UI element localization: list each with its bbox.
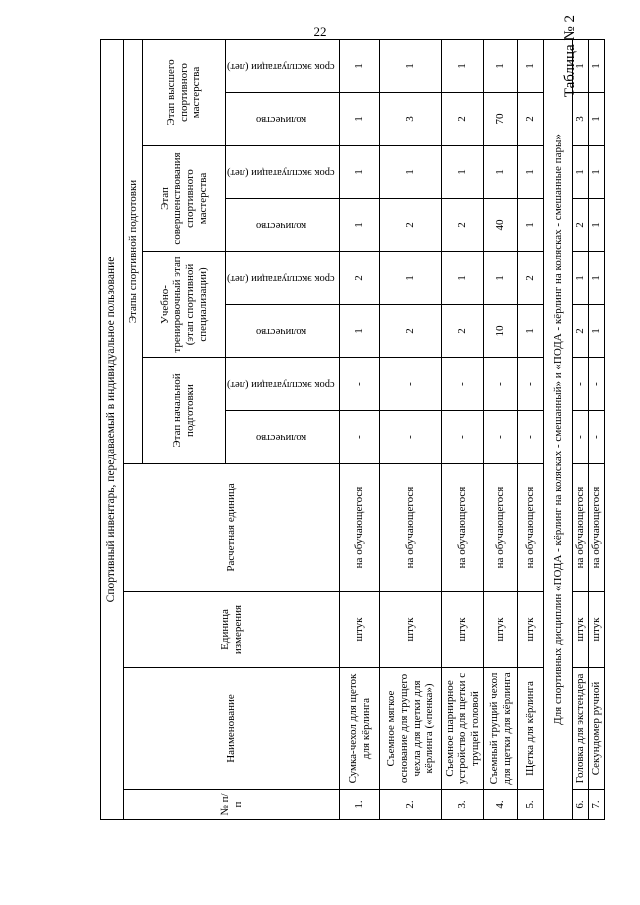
cell: 1 xyxy=(589,93,605,146)
header-term xyxy=(226,146,340,199)
cell: - xyxy=(589,358,605,411)
row-name: Сумка-чехол для щеток для кёрлинга xyxy=(340,668,380,790)
row-calc-unit: на обучающегося xyxy=(442,464,484,592)
table-row xyxy=(340,39,380,819)
cell: 1 xyxy=(589,305,605,358)
cell: 2 xyxy=(518,93,544,146)
cell: 70 xyxy=(484,93,518,146)
cell: 3 xyxy=(573,93,589,146)
table-title: Спортивный инвентарь, передаваемый в индивидуальное пользование xyxy=(101,39,124,819)
sports-inventory-table xyxy=(100,39,605,820)
cell: - xyxy=(442,411,484,464)
row-num: 2. xyxy=(380,790,442,820)
cell: 1 xyxy=(442,146,484,199)
header-qty-text: количество xyxy=(255,114,306,126)
row-num: 6. xyxy=(573,790,589,820)
section-row xyxy=(544,39,573,819)
row-unit: штук xyxy=(589,592,605,668)
row-calc-unit: на обучающегося xyxy=(573,464,589,592)
header-calc-unit: Расчетная единица xyxy=(124,464,340,592)
header-qty xyxy=(226,411,340,464)
cell: 1 xyxy=(589,252,605,305)
cell: - xyxy=(442,358,484,411)
header-stage-initial: Этап начальной подготовки xyxy=(143,358,226,464)
cell: - xyxy=(340,358,380,411)
row-name: Головка для экстендера xyxy=(573,668,589,790)
cell: - xyxy=(380,358,442,411)
header-qty-text: количество xyxy=(255,432,306,444)
row-num: 5. xyxy=(518,790,544,820)
cell: - xyxy=(484,411,518,464)
cell: 1 xyxy=(573,146,589,199)
header-term xyxy=(226,252,340,305)
cell: 1 xyxy=(442,39,484,92)
row-name: Щетка для кёрлинга xyxy=(518,668,544,790)
cell: - xyxy=(573,411,589,464)
cell: 1 xyxy=(340,305,380,358)
row-calc-unit: на обучающегося xyxy=(340,464,380,592)
cell: 2 xyxy=(442,199,484,252)
cell: - xyxy=(518,411,544,464)
row-calc-unit: на обучающегося xyxy=(484,464,518,592)
row-unit: штук xyxy=(442,592,484,668)
table-row xyxy=(442,39,484,819)
cell: 1 xyxy=(518,199,544,252)
cell: 2 xyxy=(442,305,484,358)
cell: 40 xyxy=(484,199,518,252)
header-term-text: срок эксплуатации (лет) xyxy=(227,273,335,285)
cell: - xyxy=(340,411,380,464)
cell: 1 xyxy=(518,146,544,199)
table-label: Таблица № 2 xyxy=(562,15,578,98)
row-name: Съемный трущий чехол для щетки для кёрлинга xyxy=(484,668,518,790)
cell: 2 xyxy=(573,305,589,358)
header-unit: Единица измерения xyxy=(124,592,340,668)
row-unit: штук xyxy=(484,592,518,668)
cell: 3 xyxy=(380,93,442,146)
cell: 1 xyxy=(442,252,484,305)
header-stage-improvement: Этап совершенствования спортивного мастерства xyxy=(143,146,226,252)
header-term xyxy=(226,358,340,411)
table-row xyxy=(518,39,544,819)
cell: 1 xyxy=(340,93,380,146)
cell: - xyxy=(380,411,442,464)
header-term-text: срок эксплуатации (лет) xyxy=(227,167,335,179)
cell: 1 xyxy=(518,305,544,358)
cell: 1 xyxy=(340,199,380,252)
table-row xyxy=(380,39,442,819)
cell: 2 xyxy=(518,252,544,305)
table-row xyxy=(589,39,605,819)
row-calc-unit: на обучающегося xyxy=(589,464,605,592)
cell: 1 xyxy=(484,39,518,92)
row-calc-unit: на обучающегося xyxy=(380,464,442,592)
header-stage-higher: Этап высшего спортивного мастерства xyxy=(143,39,226,145)
cell: 1 xyxy=(484,252,518,305)
row-unit: штук xyxy=(340,592,380,668)
header-num: № п/п xyxy=(124,790,340,820)
section-title: Для спортивных дисциплин «ПОДА - кёрлинг на колясках - смешанный» и «ПОДА - кёрлинг на колясках - смешанные пары» xyxy=(544,39,573,819)
row-unit: штук xyxy=(380,592,442,668)
cell: 1 xyxy=(380,39,442,92)
cell: - xyxy=(484,358,518,411)
header-name: Наименование xyxy=(124,668,340,790)
cell: 2 xyxy=(442,93,484,146)
cell: 1 xyxy=(573,39,589,92)
row-name: Съемное шарнирное устройство для щетки с трущей головой xyxy=(442,668,484,790)
header-qty-text: количество xyxy=(255,326,306,338)
cell: 2 xyxy=(380,199,442,252)
cell: - xyxy=(518,358,544,411)
header-qty xyxy=(226,93,340,146)
cell: - xyxy=(573,358,589,411)
row-num: 1. xyxy=(340,790,380,820)
row-calc-unit: на обучающегося xyxy=(518,464,544,592)
table-row xyxy=(484,39,518,819)
cell: 1 xyxy=(589,39,605,92)
cell: 1 xyxy=(484,146,518,199)
row-num: 3. xyxy=(442,790,484,820)
cell: 1 xyxy=(380,146,442,199)
table-row xyxy=(573,39,589,819)
header-term-text: срок эксплуатации (лет) xyxy=(227,379,335,391)
cell: 1 xyxy=(340,39,380,92)
cell: 1 xyxy=(518,39,544,92)
row-name: Съемное мягкое основание для трущего чехла для щетки для кёрлинга («пенка») xyxy=(380,668,442,790)
cell: 10 xyxy=(484,305,518,358)
row-unit: штук xyxy=(518,592,544,668)
cell: 1 xyxy=(340,146,380,199)
cell: 1 xyxy=(589,199,605,252)
header-stages-title: Этапы спортивной подготовки xyxy=(124,39,143,463)
header-term xyxy=(226,39,340,92)
cell: 2 xyxy=(380,305,442,358)
row-num: 4. xyxy=(484,790,518,820)
header-term-text: срок эксплуатации (лет) xyxy=(227,61,335,73)
cell: 1 xyxy=(589,146,605,199)
cell: 2 xyxy=(340,252,380,305)
header-qty xyxy=(226,305,340,358)
row-num: 7. xyxy=(589,790,605,820)
cell: 2 xyxy=(573,199,589,252)
cell: 1 xyxy=(573,252,589,305)
row-unit: штук xyxy=(573,592,589,668)
cell: - xyxy=(589,411,605,464)
page-number: 22 xyxy=(313,24,327,39)
row-name: Секундомер ручной xyxy=(589,668,605,790)
header-qty xyxy=(226,199,340,252)
header-stage-training: Учебно-тренировочный этап (этап спортивной специализации) xyxy=(143,252,226,358)
header-qty-text: количество xyxy=(255,220,306,232)
cell: 1 xyxy=(380,252,442,305)
